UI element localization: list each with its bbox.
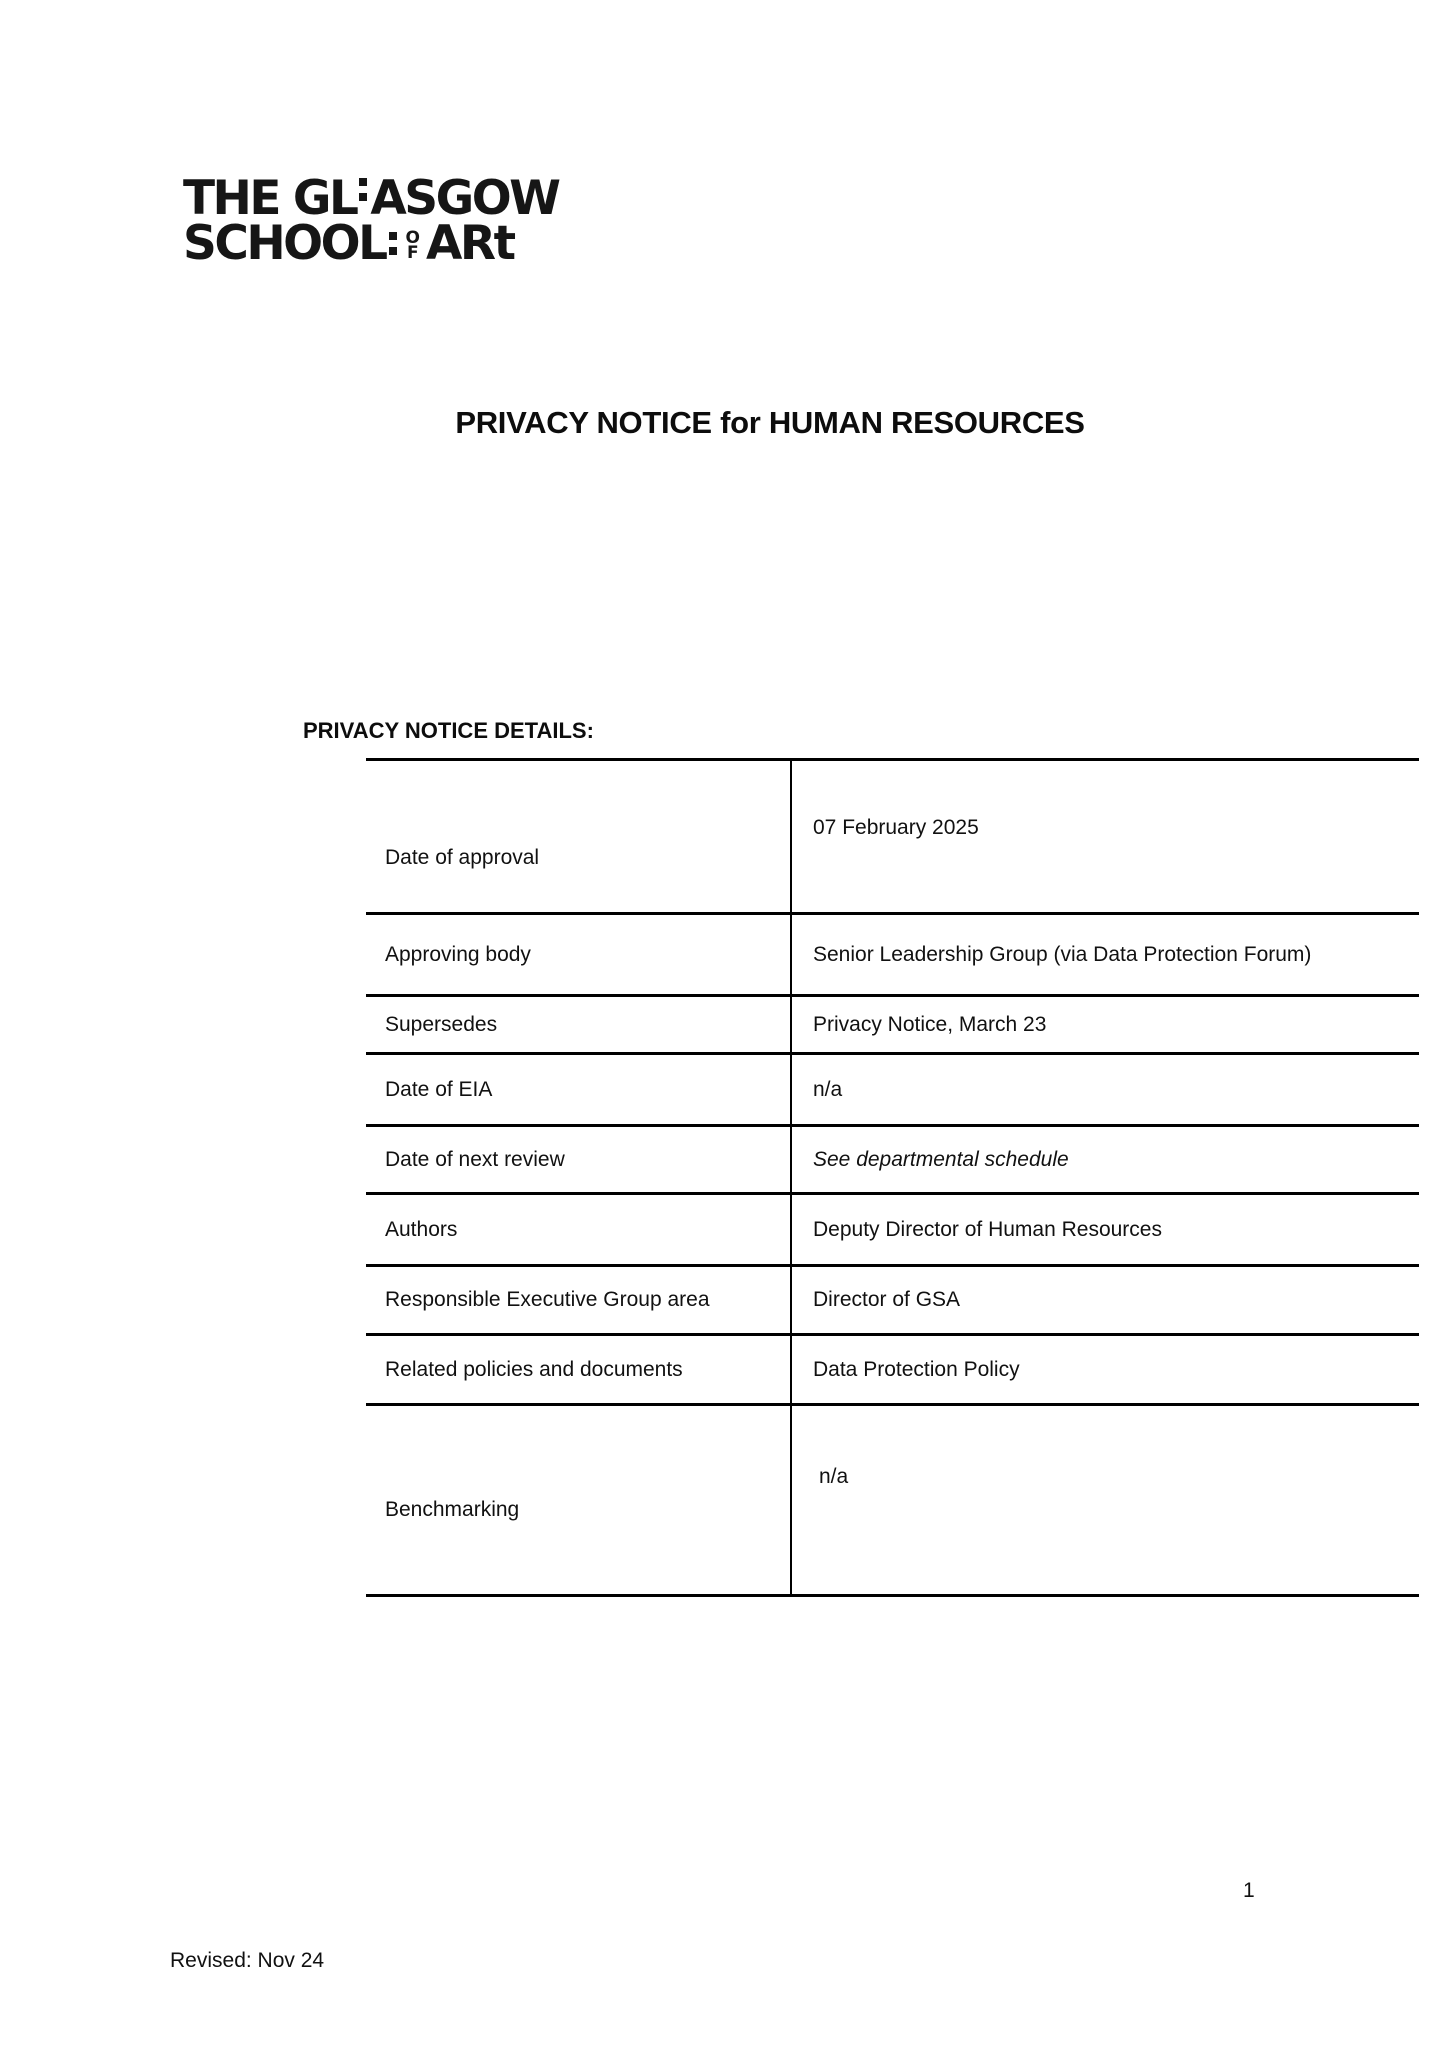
row-label: Authors (385, 1217, 458, 1241)
row-value: Deputy Director of Human Resources (790, 1195, 1419, 1264)
row-label: Approving body (385, 942, 531, 966)
table-row-supersedes (366, 997, 1419, 1055)
row-label: Date of EIA (385, 1077, 493, 1101)
page-number: 1 (1243, 1879, 1255, 1902)
logo-line-2 (183, 216, 559, 271)
table-row-date-of-next-review (366, 1127, 1419, 1195)
table-row-responsible-executive-group-area (366, 1267, 1419, 1336)
table-row-related-policies-and-documents (366, 1336, 1419, 1406)
logo-colon-mark-icon (389, 232, 397, 255)
table-row-date-of-approval (366, 761, 1419, 915)
revision-note: Revised: Nov 24 (170, 1949, 325, 1972)
table-row-authors (366, 1195, 1419, 1267)
logo-text: SCHOOL (183, 216, 386, 271)
logo-colon-mark-icon (359, 178, 367, 201)
row-value: n/a (790, 1055, 1419, 1124)
table-row-benchmarking (366, 1406, 1419, 1597)
row-value: Director of GSA (790, 1267, 1419, 1333)
row-label: Benchmarking (385, 1498, 520, 1521)
table-row-date-of-eia (366, 1055, 1419, 1127)
page-title: PRIVACY NOTICE for HUMAN RESOURCES (455, 405, 1085, 440)
table-row-approving-body (366, 915, 1419, 997)
row-value: 07 February 2025 (790, 761, 1419, 912)
privacy-notice-details-table (366, 758, 1419, 1597)
gsa-logo (183, 171, 559, 271)
logo-text: THE GL (183, 171, 357, 226)
row-label: Responsible Executive Group area (385, 1288, 710, 1311)
logo-line-1 (183, 171, 559, 226)
row-label: Date of approval (385, 846, 540, 869)
logo-text: ASGOW (370, 171, 559, 226)
row-label: Supersedes (385, 1012, 498, 1036)
logo-text: ARt (426, 216, 514, 271)
section-heading: PRIVACY NOTICE DETAILS: (303, 718, 594, 743)
row-label: Related policies and documents (385, 1357, 683, 1381)
row-value: Data Protection Policy (790, 1336, 1419, 1403)
logo-of-stack: O F (405, 227, 420, 263)
row-value: Privacy Notice, March 23 (790, 997, 1419, 1052)
row-value: Senior Leadership Group (via Data Protection Forum) (790, 915, 1419, 994)
row-value: n/a (790, 1406, 1419, 1594)
row-value: See departmental schedule (790, 1127, 1419, 1192)
row-label: Date of next review (385, 1147, 565, 1171)
